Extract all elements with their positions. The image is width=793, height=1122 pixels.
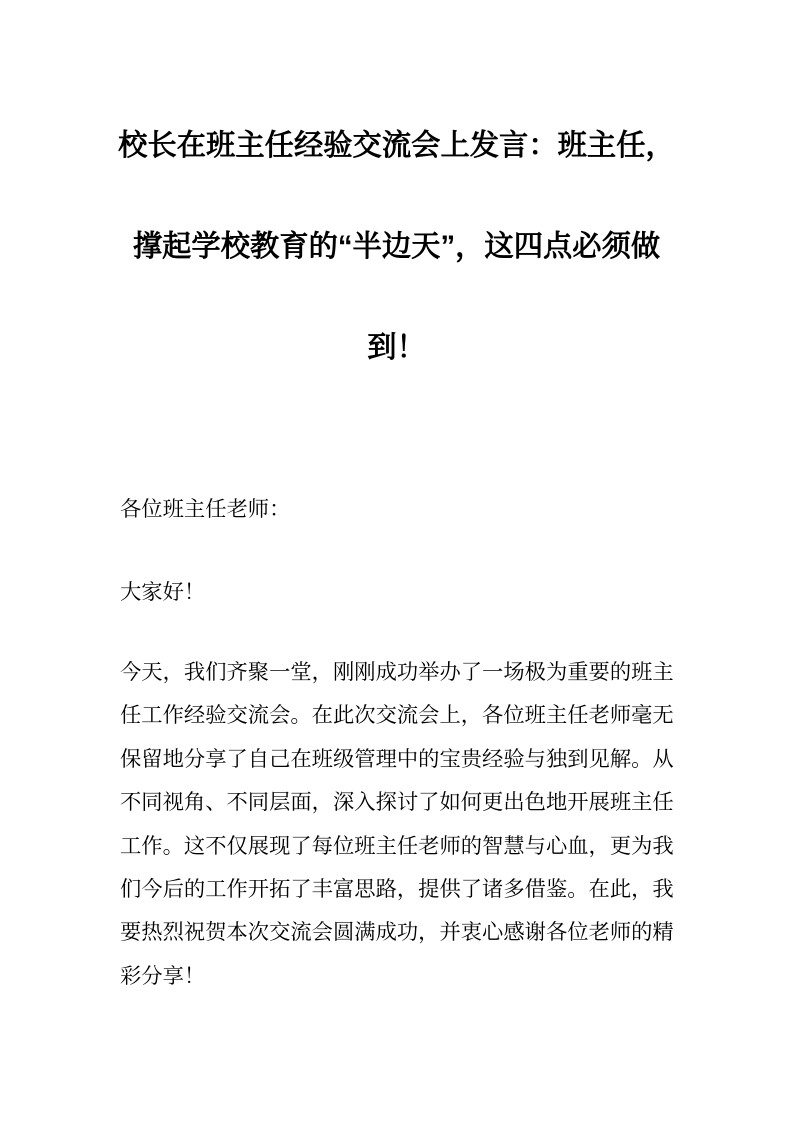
paragraph-line: 保留地分享了自己在班级管理中的宝贵经验与独到见解。从 [120, 746, 674, 771]
paragraph-line: 今天，我们齐聚一堂，刚刚成功举办了一场极为重要的班主 [120, 660, 674, 684]
title-line-2: 撑起学校教育的“半边天”，这四点必须做 [132, 230, 661, 263]
paragraph-line: 任工作经验交流会。在此次交流会上，各位班主任老师毫无 [120, 703, 674, 728]
paragraph-line: 们今后的工作开拓了丰富思路，提供了诸多借鉴。在此，我 [120, 877, 674, 902]
paragraph-line: 要热烈祝贺本次交流会圆满成功，并衷心感谢各位老师的精 [120, 920, 674, 945]
speech-paragraph [120, 651, 676, 998]
paragraph-line: 不同视角、不同层面，深入探讨了如何更出色地开展班主任 [120, 790, 674, 815]
title-line-1: 校长在班主任经验交流会上发言：班主任， [118, 129, 675, 162]
paragraph-line: 彩分享！ [120, 963, 206, 988]
document-title [0, 95, 793, 398]
greeting-text: 大家好！ [120, 580, 206, 604]
salutation-text: 各位班主任老师： [120, 497, 291, 521]
paragraph-line: 工作。这不仅展现了每位班主任老师的智慧与心血，更为我 [120, 833, 674, 858]
title-line-3: 到！ [367, 331, 426, 364]
